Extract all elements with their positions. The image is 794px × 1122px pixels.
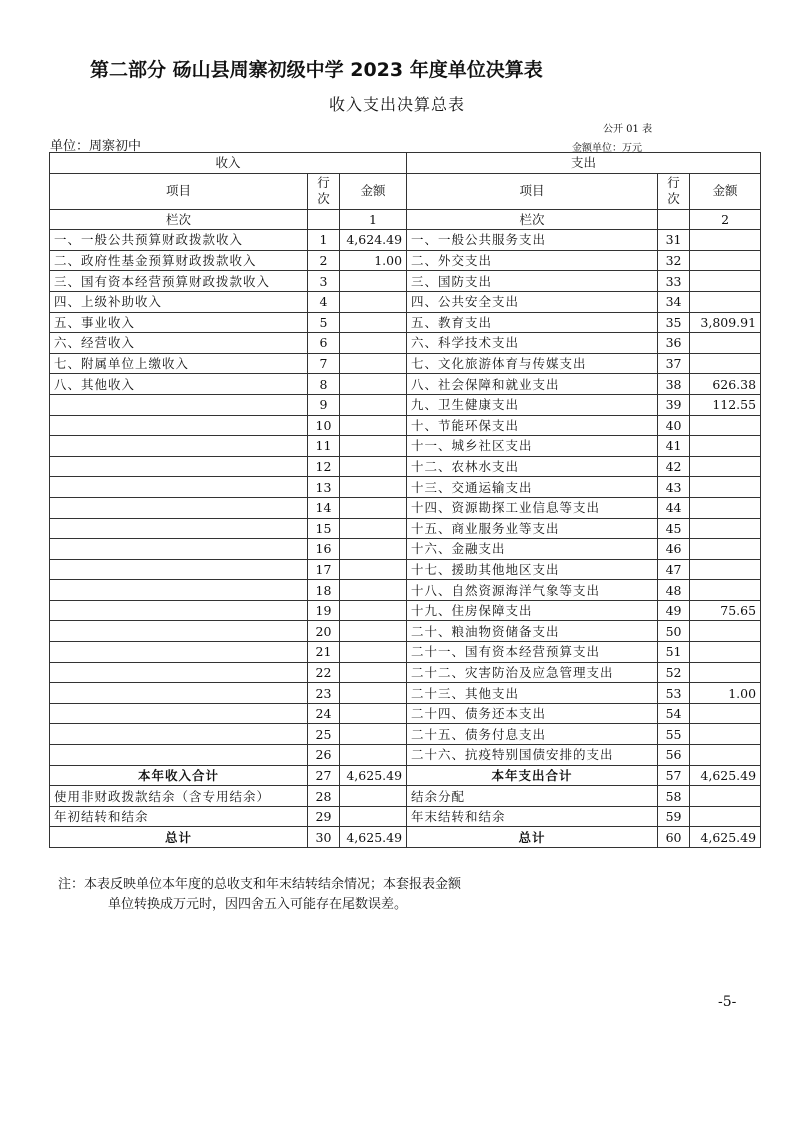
expense-amount-cell	[690, 477, 761, 498]
summary-row	[50, 806, 761, 827]
expense-item-cell: 二、外交支出	[407, 250, 658, 271]
income-item-cell	[50, 436, 308, 457]
table-row	[50, 600, 761, 621]
income-expense-table	[49, 152, 761, 848]
income-item-cell	[50, 621, 308, 642]
income-row-number-cell: 12	[308, 456, 340, 477]
table-header-row-2	[50, 173, 761, 209]
income-item-cell	[50, 477, 308, 498]
expense-item-cell: 五、教育支出	[407, 312, 658, 333]
expense-amount-cell	[690, 539, 761, 560]
expense-item-cell: 二十二、灾害防治及应急管理支出	[407, 662, 658, 683]
table-row	[50, 312, 761, 333]
expense-amount-cell	[690, 786, 761, 807]
expense-item-cell: 十九、住房保障支出	[407, 600, 658, 621]
income-item-cell: 年初结转和结余	[50, 806, 308, 827]
income-row-number-cell: 11	[308, 436, 340, 457]
summary-row	[50, 786, 761, 807]
income-item-cell	[50, 703, 308, 724]
expense-row-number-cell: 51	[658, 642, 690, 663]
income-amount-cell	[340, 806, 407, 827]
table-header-row-1	[50, 153, 761, 174]
table-row	[50, 436, 761, 457]
expense-item-cell: 结余分配	[407, 786, 658, 807]
income-column-number: 1	[340, 209, 407, 230]
expense-amount-cell	[690, 497, 761, 518]
income-amount-header: 金额	[340, 173, 407, 209]
expense-amount-cell	[690, 230, 761, 251]
income-item-cell	[50, 662, 308, 683]
income-row-header-text: 行次	[317, 175, 330, 207]
expense-amount-cell: 4,625.49	[690, 827, 761, 848]
expense-amount-cell: 112.55	[690, 394, 761, 415]
expense-amount-cell	[690, 662, 761, 683]
table-row	[50, 662, 761, 683]
expense-item-cell: 十六、金融支出	[407, 539, 658, 560]
expense-amount-cell	[690, 703, 761, 724]
column-number-row	[50, 209, 761, 230]
income-row-number-cell: 23	[308, 683, 340, 704]
expense-row-number-cell: 32	[658, 250, 690, 271]
expense-item-cell: 六、科学技术支出	[407, 333, 658, 354]
expense-amount-cell	[690, 271, 761, 292]
expense-item-cell: 二十、粮油物资储备支出	[407, 621, 658, 642]
table-row	[50, 642, 761, 663]
income-row-number-cell: 27	[308, 765, 340, 786]
expense-amount-cell	[690, 353, 761, 374]
income-row-number-cell: 13	[308, 477, 340, 498]
income-amount-cell	[340, 271, 407, 292]
expense-header: 支出	[407, 153, 761, 174]
table-row	[50, 621, 761, 642]
income-amount-cell	[340, 374, 407, 395]
income-amount-cell	[340, 353, 407, 374]
expense-row-number-cell: 39	[658, 394, 690, 415]
expense-amount-cell	[690, 642, 761, 663]
expense-amount-cell	[690, 518, 761, 539]
expense-amount-cell	[690, 436, 761, 457]
expense-row-number-cell: 40	[658, 415, 690, 436]
income-amount-cell	[340, 456, 407, 477]
income-lanci-blank	[308, 209, 340, 230]
expense-amount-cell: 75.65	[690, 600, 761, 621]
footnote-line-1: 注：本表反映单位本年度的总收支和年末结转结余情况；本套报表金额	[58, 877, 462, 892]
expense-row-number-cell: 43	[658, 477, 690, 498]
income-amount-cell	[340, 477, 407, 498]
income-header: 收入	[50, 153, 407, 174]
expense-row-number-cell: 33	[658, 271, 690, 292]
income-amount-cell	[340, 436, 407, 457]
expense-column-number: 2	[690, 209, 761, 230]
income-item-cell	[50, 559, 308, 580]
expense-row-number-cell: 42	[658, 456, 690, 477]
expense-item-cell: 十八、自然资源海洋气象等支出	[407, 580, 658, 601]
income-row-number-cell: 1	[308, 230, 340, 251]
expense-item-cell: 七、文化旅游体育与传媒支出	[407, 353, 658, 374]
expense-amount-cell: 4,625.49	[690, 765, 761, 786]
table-row	[50, 353, 761, 374]
expense-item-cell: 二十五、债务付息支出	[407, 724, 658, 745]
income-row-number-cell: 17	[308, 559, 340, 580]
income-amount-cell: 4,624.49	[340, 230, 407, 251]
table-row	[50, 703, 761, 724]
income-amount-cell	[340, 394, 407, 415]
income-amount-cell	[340, 724, 407, 745]
income-item-cell	[50, 642, 308, 663]
income-amount-cell	[340, 600, 407, 621]
expense-row-number-cell: 47	[658, 559, 690, 580]
income-amount-cell: 4,625.49	[340, 765, 407, 786]
expense-item-cell: 十七、援助其他地区支出	[407, 559, 658, 580]
expense-lanci-label: 栏次	[407, 209, 658, 230]
income-item-cell: 八、其他收入	[50, 374, 308, 395]
income-row-number-cell: 9	[308, 394, 340, 415]
income-item-cell: 四、上级补助收入	[50, 291, 308, 312]
income-row-number-cell: 15	[308, 518, 340, 539]
page-number: -5-	[718, 994, 737, 1010]
expense-item-cell: 三、国防支出	[407, 271, 658, 292]
income-amount-cell	[340, 312, 407, 333]
income-amount-cell: 4,625.49	[340, 827, 407, 848]
expense-row-header	[658, 173, 690, 209]
report-subtitle: 收入支出决算总表	[328, 95, 465, 114]
expense-amount-cell	[690, 621, 761, 642]
expense-item-cell: 总计	[407, 827, 658, 848]
expense-row-number-cell: 48	[658, 580, 690, 601]
table-row	[50, 477, 761, 498]
table-row	[50, 724, 761, 745]
income-row-number-cell: 24	[308, 703, 340, 724]
expense-item-header: 项目	[407, 173, 658, 209]
expense-row-number-cell: 34	[658, 291, 690, 312]
income-item-cell: 本年收入合计	[50, 765, 308, 786]
expense-row-number-cell: 44	[658, 497, 690, 518]
income-amount-cell	[340, 291, 407, 312]
table-row	[50, 250, 761, 271]
expense-item-cell: 十四、资源勘探工业信息等支出	[407, 497, 658, 518]
table-row	[50, 333, 761, 354]
income-lanci-label: 栏次	[50, 209, 308, 230]
income-row-number-cell: 7	[308, 353, 340, 374]
expense-item-cell: 十、节能环保支出	[407, 415, 658, 436]
income-amount-cell	[340, 415, 407, 436]
income-item-cell	[50, 683, 308, 704]
expense-row-number-cell: 45	[658, 518, 690, 539]
income-row-number-cell: 30	[308, 827, 340, 848]
expense-item-cell: 本年支出合计	[407, 765, 658, 786]
expense-amount-cell	[690, 291, 761, 312]
table-row	[50, 271, 761, 292]
expense-row-number-cell: 58	[658, 786, 690, 807]
expense-amount-cell	[690, 456, 761, 477]
expense-row-number-cell: 54	[658, 703, 690, 724]
table-row	[50, 745, 761, 766]
income-amount-cell	[340, 786, 407, 807]
income-amount-cell	[340, 580, 407, 601]
expense-row-number-cell: 41	[658, 436, 690, 457]
income-item-cell: 总计	[50, 827, 308, 848]
expense-amount-cell: 3,809.91	[690, 312, 761, 333]
income-amount-cell	[340, 559, 407, 580]
table-row	[50, 518, 761, 539]
expense-amount-cell: 1.00	[690, 683, 761, 704]
table-row	[50, 374, 761, 395]
income-item-cell	[50, 518, 308, 539]
expense-row-number-cell: 46	[658, 539, 690, 560]
expense-item-cell: 十二、农林水支出	[407, 456, 658, 477]
income-row-number-cell: 3	[308, 271, 340, 292]
income-item-cell	[50, 539, 308, 560]
income-item-cell: 七、附属单位上缴收入	[50, 353, 308, 374]
income-item-cell	[50, 415, 308, 436]
income-item-header: 项目	[50, 173, 308, 209]
income-row-number-cell: 22	[308, 662, 340, 683]
income-item-cell	[50, 497, 308, 518]
income-row-number-cell: 10	[308, 415, 340, 436]
table-row	[50, 539, 761, 560]
unit-label: 单位：周寨初中	[50, 139, 142, 154]
income-amount-cell	[340, 642, 407, 663]
income-row-number-cell: 25	[308, 724, 340, 745]
expense-row-number-cell: 57	[658, 765, 690, 786]
expense-item-cell: 一、一般公共服务支出	[407, 230, 658, 251]
table-row	[50, 683, 761, 704]
expense-item-cell: 十三、交通运输支出	[407, 477, 658, 498]
expense-amount-cell	[690, 580, 761, 601]
income-amount-cell	[340, 333, 407, 354]
expense-lanci-blank	[658, 209, 690, 230]
expense-row-number-cell: 52	[658, 662, 690, 683]
income-row-number-cell: 18	[308, 580, 340, 601]
income-item-cell: 三、国有资本经营预算财政拨款收入	[50, 271, 308, 292]
income-row-number-cell: 28	[308, 786, 340, 807]
expense-amount-cell: 626.38	[690, 374, 761, 395]
expense-row-number-cell: 53	[658, 683, 690, 704]
income-item-cell: 二、政府性基金预算财政拨款收入	[50, 250, 308, 271]
income-row-number-cell: 6	[308, 333, 340, 354]
summary-row	[50, 765, 761, 786]
expense-item-cell: 四、公共安全支出	[407, 291, 658, 312]
income-row-number-cell: 14	[308, 497, 340, 518]
income-row-number-cell: 19	[308, 600, 340, 621]
expense-row-number-cell: 37	[658, 353, 690, 374]
expense-row-number-cell: 50	[658, 621, 690, 642]
expense-row-number-cell: 31	[658, 230, 690, 251]
expense-item-cell: 十一、城乡社区支出	[407, 436, 658, 457]
expense-amount-cell	[690, 724, 761, 745]
income-row-number-cell: 4	[308, 291, 340, 312]
expense-item-cell: 二十四、债务还本支出	[407, 703, 658, 724]
table-row	[50, 291, 761, 312]
expense-row-header-text: 行次	[667, 175, 680, 207]
income-item-cell: 五、事业收入	[50, 312, 308, 333]
expense-item-cell: 九、卫生健康支出	[407, 394, 658, 415]
expense-row-number-cell: 56	[658, 745, 690, 766]
expense-row-number-cell: 36	[658, 333, 690, 354]
expense-row-number-cell: 60	[658, 827, 690, 848]
expense-item-cell: 十五、商业服务业等支出	[407, 518, 658, 539]
summary-row	[50, 827, 761, 848]
expense-item-cell: 八、社会保障和就业支出	[407, 374, 658, 395]
expense-item-cell: 二十六、抗疫特别国债安排的支出	[407, 745, 658, 766]
footnote-line-2: 单位转换成万元时，因四舍五入可能存在尾数误差。	[108, 897, 408, 912]
expense-item-cell: 二十三、其他支出	[407, 683, 658, 704]
income-amount-cell: 1.00	[340, 250, 407, 271]
income-item-cell	[50, 456, 308, 477]
income-amount-cell	[340, 683, 407, 704]
expense-amount-cell	[690, 559, 761, 580]
income-row-number-cell: 5	[308, 312, 340, 333]
table-row	[50, 559, 761, 580]
income-item-cell	[50, 724, 308, 745]
income-row-number-cell: 16	[308, 539, 340, 560]
income-row-number-cell: 29	[308, 806, 340, 827]
table-row	[50, 230, 761, 251]
income-item-cell: 使用非财政拨款结余（含专用结余）	[50, 786, 308, 807]
expense-amount-cell	[690, 333, 761, 354]
table-row	[50, 580, 761, 601]
income-row-header	[308, 173, 340, 209]
income-row-number-cell: 21	[308, 642, 340, 663]
income-row-number-cell: 2	[308, 250, 340, 271]
expense-amount-cell	[690, 745, 761, 766]
income-item-cell: 一、一般公共预算财政拨款收入	[50, 230, 308, 251]
income-amount-cell	[340, 539, 407, 560]
table-row	[50, 394, 761, 415]
income-amount-cell	[340, 745, 407, 766]
income-item-cell	[50, 600, 308, 621]
income-item-cell	[50, 745, 308, 766]
report-title: 第二部分 砀山县周寨初级中学 2023 年度单位决算表	[90, 59, 543, 81]
expense-row-number-cell: 38	[658, 374, 690, 395]
expense-row-number-cell: 49	[658, 600, 690, 621]
expense-row-number-cell: 59	[658, 806, 690, 827]
income-row-number-cell: 26	[308, 745, 340, 766]
table-summary	[50, 765, 761, 847]
table-row	[50, 415, 761, 436]
income-amount-cell	[340, 621, 407, 642]
income-item-cell: 六、经营收入	[50, 333, 308, 354]
expense-amount-cell	[690, 806, 761, 827]
income-row-number-cell: 20	[308, 621, 340, 642]
table-body	[50, 230, 761, 765]
table-row	[50, 497, 761, 518]
income-amount-cell	[340, 662, 407, 683]
expense-row-number-cell: 35	[658, 312, 690, 333]
amount-unit: 金额单位：万元	[572, 143, 642, 154]
income-amount-cell	[340, 518, 407, 539]
table-row	[50, 456, 761, 477]
expense-amount-cell	[690, 250, 761, 271]
expense-row-number-cell: 55	[658, 724, 690, 745]
income-row-number-cell: 8	[308, 374, 340, 395]
expense-item-cell: 年末结转和结余	[407, 806, 658, 827]
form-code: 公开 01 表	[603, 124, 653, 135]
income-amount-cell	[340, 497, 407, 518]
income-amount-cell	[340, 703, 407, 724]
income-item-cell	[50, 580, 308, 601]
expense-amount-header: 金额	[690, 173, 761, 209]
income-item-cell	[50, 394, 308, 415]
expense-item-cell: 二十一、国有资本经营预算支出	[407, 642, 658, 663]
expense-amount-cell	[690, 415, 761, 436]
